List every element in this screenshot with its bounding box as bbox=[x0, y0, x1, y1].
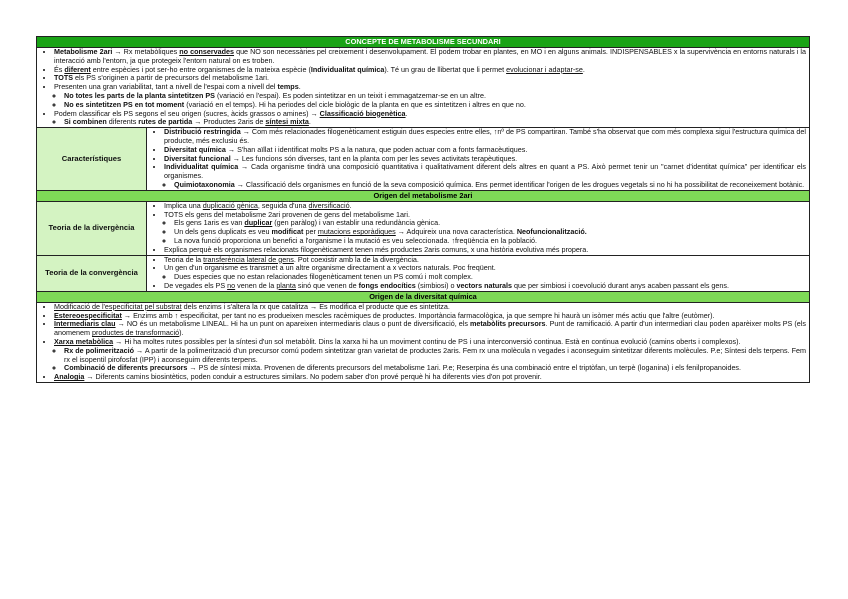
text-run: . bbox=[405, 108, 408, 118]
text-run: TOTS els gens del metabolisme 2ari provenen de gens del metabolisme 1ari. bbox=[164, 209, 410, 219]
convergence-section bbox=[147, 255, 810, 291]
text-run: Estereoespecificitat bbox=[54, 310, 122, 320]
text-run: ). Té un grau de llibertat que li permet bbox=[384, 64, 507, 74]
text-run: diversificació bbox=[308, 200, 350, 210]
text-run: TOTS bbox=[54, 73, 74, 83]
text-run: sinó que venen de bbox=[295, 280, 359, 290]
text-run: → Les funcions són diverses, tant en la planta com per les seves activitats terapèutiques. bbox=[230, 153, 518, 163]
sub-bullet-item bbox=[64, 118, 806, 127]
text-run: entre espècies i pot ser-ho entre organismes de la mateixa espècie ( bbox=[90, 64, 311, 74]
bullet-list bbox=[40, 118, 806, 127]
text-run: modificat bbox=[271, 227, 304, 237]
text-run: productes de transformació bbox=[91, 328, 180, 338]
text-run: → Classificació dels organismes en funció de la seva composició química. Ens permet identificar l'origen de les drogues vegetals si no hi ha possibilitat de reconeixement botànic. bbox=[234, 179, 805, 189]
bullet-list bbox=[150, 246, 806, 255]
text-run: → A partir de la polimerització d'un precursor comú podem sintetitzar gran varietat de productes 2aris. Fem rx una molècula n vegades i aconseguim sintetitzar diferents molècules. P.e; Síntesi dels terpens. Fem rx el isopentil pirofosfat (IPP) i aconseguim diferents terpens. bbox=[64, 345, 807, 364]
text-run: Si combinen bbox=[64, 117, 107, 127]
text-run: Neofuncionalització. bbox=[516, 227, 587, 237]
bullet-list bbox=[40, 92, 806, 110]
text-run: dels enzims i s'altera la rx que catalitza → Es modifica el producte que es sintetitza. bbox=[181, 301, 450, 311]
text-run: → Rx metabòliques bbox=[112, 47, 180, 56]
document-page bbox=[36, 36, 810, 383]
convergence-list bbox=[150, 256, 806, 291]
text-run: Dues especies que no estan relacionades filogenèticament tenen un PS comú i molt complex. bbox=[174, 272, 473, 282]
text-run: Rx de polimerització bbox=[64, 345, 134, 355]
divergence-label: Teoria de la divergència bbox=[37, 201, 147, 255]
text-run: transferència lateral de gens bbox=[203, 254, 294, 264]
text-run: Explica perquè els organismes relacionats filogenèticament tenen més productes 2aris comuns, x una història evolutiva més propera. bbox=[164, 244, 589, 254]
text-run: (variació en el temps). Hi ha periodes del cicle biològic de la planta en que es sintetitzen i altres en que no. bbox=[184, 99, 526, 109]
text-run: Modificació de l'especificitat pel substrat bbox=[54, 301, 182, 311]
bullet-list bbox=[150, 219, 806, 245]
text-run: Podem classificar els PS segons el seu origen (sucres, àcids grassos o amines) → bbox=[54, 108, 320, 118]
text-run: planta bbox=[276, 280, 296, 290]
text-run: per bbox=[303, 227, 318, 237]
text-run: fongs endocítics bbox=[358, 280, 416, 290]
bullet-item bbox=[164, 128, 806, 146]
text-run: De vegades els PS bbox=[164, 280, 228, 290]
text-run: Metabolisme 2ari bbox=[54, 47, 113, 56]
divergence-section bbox=[147, 201, 810, 255]
text-run: , seguida d'una bbox=[257, 200, 309, 210]
text-run: Distribució restringida bbox=[164, 127, 241, 137]
bullet-item bbox=[164, 282, 806, 291]
text-run: Individualitat química bbox=[164, 162, 239, 172]
text-run: → Productes 2aris de bbox=[192, 117, 266, 127]
text-run: síntesi mixta bbox=[265, 117, 309, 127]
bullet-list bbox=[150, 202, 806, 220]
text-run: Quimiotaxonomia bbox=[174, 179, 235, 189]
text-run: evolucionar i adaptar-se bbox=[506, 64, 583, 74]
text-run: La nova funció proporciona un benefici a l'organisme i la mutació es veu seleccionada. ↑freqüència en la població. bbox=[174, 235, 537, 245]
text-run: Un gen d'un organisme es transmet a un altre organisme directament a x vectors naturals. Poc freqüent. bbox=[164, 263, 496, 273]
text-run: Teoria de la bbox=[164, 254, 204, 264]
text-run: . Pot coexistir amb la de la divergència. bbox=[293, 254, 419, 264]
text-run: Intermediaris clau bbox=[54, 319, 116, 329]
text-run: → Enzims amb ↑ especificitat, per tant no es produeixen mescles racèmiques de productes. Importància farmacològica, ja que sempre hi haurà un isòmer més actiu que l'altre (eutòmer). bbox=[121, 310, 715, 320]
text-run: → Adquireix una nova característica. bbox=[395, 227, 517, 237]
intro-list bbox=[40, 48, 806, 127]
sub-bullet-item bbox=[64, 347, 806, 365]
text-run: venen de la bbox=[235, 280, 277, 290]
text-run: Individualitat química bbox=[310, 64, 385, 74]
text-run: rutes de partida bbox=[138, 117, 193, 127]
text-run: (variació en l'espai). Es poden sintetitzar en un teixit i emmagatzemar-se en un altre. bbox=[214, 90, 487, 100]
bullet-item bbox=[164, 163, 806, 181]
text-run: no bbox=[227, 280, 236, 290]
text-run: . bbox=[298, 82, 301, 92]
text-run: vectors naturals bbox=[456, 280, 513, 290]
text-run: És bbox=[54, 64, 65, 74]
text-run: (simbiosi) o bbox=[415, 280, 457, 290]
text-run: no conservades bbox=[179, 47, 235, 56]
origin-header: Origen del metabolisme 2ari bbox=[37, 190, 810, 201]
text-run: metabòlits precursors bbox=[470, 319, 546, 329]
bullet-list bbox=[150, 256, 806, 274]
text-run: els PS s'originen a partir de precursors del metabolisme 1ari. bbox=[73, 73, 269, 83]
bullet-item bbox=[54, 320, 806, 338]
text-run: → Cada organisme tindrà una composició quantitativa i qualitativament diferent dels altres en quant a PS. Això permet tenir un "carnet d'identitat química" per identificar els organismes. bbox=[164, 162, 806, 181]
text-run: → Diferents camins biosintètics, poden conduir a estructures similars. No podem saber d'on prové perquè hi ha diferents vies d'on pot provenir. bbox=[84, 372, 542, 382]
text-run: Xarxa metabòlica bbox=[54, 336, 114, 346]
bullet-list bbox=[40, 373, 806, 382]
table-title: CONCEPTE DE METABOLISME SECUNDARI bbox=[37, 37, 810, 48]
text-run: No totes les parts de la planta sintetitzen PS bbox=[64, 90, 215, 100]
text-run: Combinació de diferents precursors bbox=[64, 363, 188, 373]
diversity-header: Origen de la diversitat química bbox=[37, 291, 810, 302]
intro-section bbox=[37, 48, 810, 128]
text-run: Classificació biogenètica bbox=[319, 108, 406, 118]
bullet-item bbox=[54, 373, 806, 382]
bullet-list bbox=[150, 128, 806, 181]
text-run: (gen paràlog) i van establir una redundància gènica. bbox=[272, 218, 441, 228]
text-run: diferents bbox=[106, 117, 139, 127]
bullet-list bbox=[150, 181, 806, 190]
text-run: . bbox=[349, 200, 352, 210]
text-run: ). bbox=[179, 328, 184, 338]
text-run: Diversitat química bbox=[164, 144, 226, 154]
text-run: . bbox=[308, 117, 311, 127]
diversity-section bbox=[37, 302, 810, 382]
bullet-list bbox=[40, 48, 806, 92]
bullet-list bbox=[40, 347, 806, 373]
text-run: Diversitat funcional bbox=[164, 153, 231, 163]
text-run: diferent bbox=[64, 64, 91, 74]
convergence-label: Teoria de la convergència bbox=[37, 255, 147, 291]
text-run: Analogia bbox=[54, 372, 85, 382]
bullet-item bbox=[164, 246, 806, 255]
text-run: . bbox=[582, 64, 585, 74]
text-run: → Com més relacionades filogenèticament estiguin dues especies entre elles, ↑nº de PS compartiran. També s'ha observat que com més complexa sigui l'estructura química del producte, més exclusiu és. bbox=[164, 127, 806, 145]
summary-table bbox=[36, 36, 810, 383]
divergence-list bbox=[150, 202, 806, 255]
text-run: duplicar bbox=[244, 218, 273, 228]
text-run: Els gens 1aris es van bbox=[174, 218, 245, 228]
bullet-item bbox=[54, 48, 806, 66]
text-run: → S'han aïllat i identificat molts PS a la natura, que poden actuar com a fonts farmacèutiques. bbox=[225, 144, 528, 154]
text-run: que per simbiosi i coevolució durant anys acaben passant els gens. bbox=[512, 280, 729, 290]
text-run: → NO és un metabolisme LINEAL. Hi ha un punt on apareixen intermediaris claus o punt de diversificació, els bbox=[115, 319, 471, 329]
text-run: temps bbox=[277, 82, 299, 92]
characteristics-list bbox=[150, 128, 806, 190]
text-run: que NO son necessàries pel creixement i desenvolupament. El podem trobar en plantes, en MO i en alguns animals. INDISPENSABLES x la supervivència en entorns naturals i la interacció amb l'entorn, ja que protegeix l'entorn natural on es troben. bbox=[54, 47, 807, 65]
characteristics-label: Característiques bbox=[37, 128, 147, 191]
text-run: → Hi ha moltes rutes possibles per la síntesi d'un sol metabòlit. Dins la xarxa hi ha un moviment continu de PS i una interconversió continua. Està en continua evolució (camins oberts i complexos). bbox=[113, 336, 741, 346]
bullet-list bbox=[150, 282, 806, 291]
text-run: Presenten una gran variabilitat, tant a nivell de l'espai com a nivell del bbox=[54, 82, 278, 92]
diversity-list bbox=[40, 303, 806, 382]
text-run: Implica una bbox=[164, 200, 203, 210]
text-run: Un dels gens duplicats es veu bbox=[174, 227, 272, 237]
text-run: duplicació gènica bbox=[202, 200, 258, 210]
text-run: No es sintetitzen PS en tot moment bbox=[64, 99, 185, 109]
text-run: . Punt de ramificació. A partir d'un intermediari clau poden aparèixer molts PS (els anomenem bbox=[54, 319, 806, 338]
bullet-list bbox=[40, 303, 806, 347]
characteristics-section bbox=[147, 128, 810, 191]
text-run: mutacions esporàdiques bbox=[317, 227, 396, 237]
text-run: → PS de síntesi mixta. Provenen de diferents precursors del metabolisme 1ari. P.e; Reserpina és una combinació entre el triptòfan, un terpè (loganina) i els fenilpropanoides. bbox=[187, 363, 742, 373]
sub-bullet-item bbox=[174, 181, 806, 190]
